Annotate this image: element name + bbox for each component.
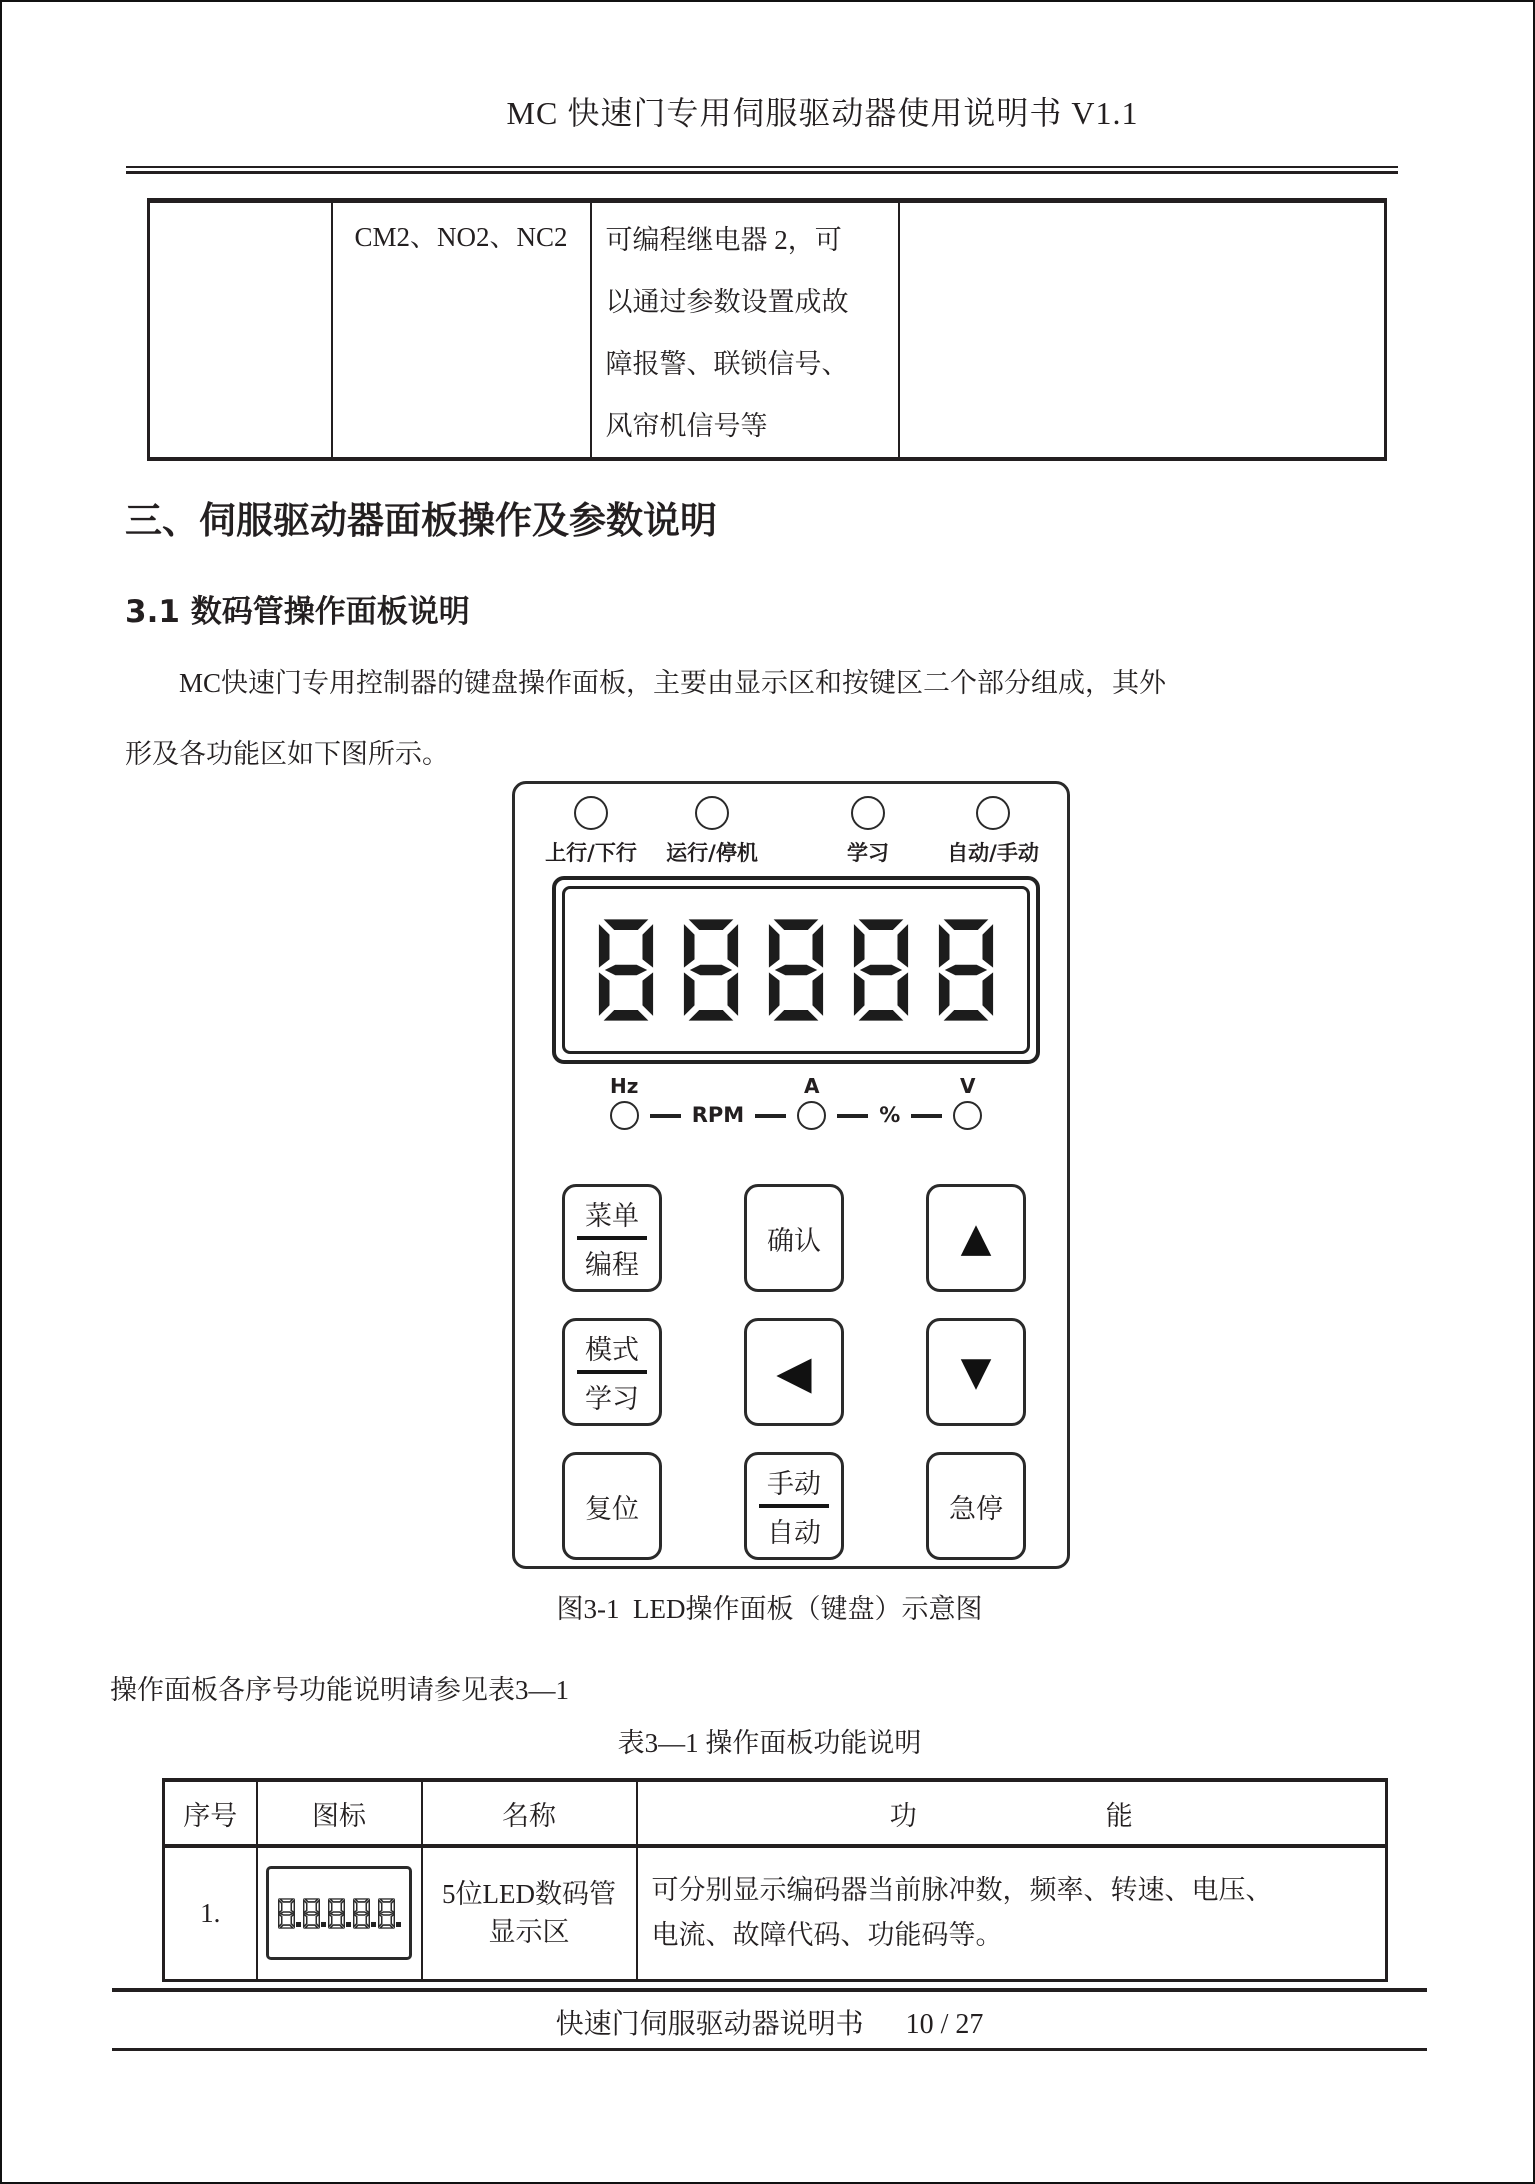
dash-line [911, 1114, 942, 1118]
footer-doc-name: 快速门伺服驱动器说明书 [555, 2009, 864, 2040]
table-header-row [164, 1780, 1387, 1846]
unit-led-icon [953, 1101, 982, 1130]
table-row [149, 201, 1386, 460]
page-title: MC 快速门专用伺服驱动器使用说明书 V1.1 [506, 95, 1139, 131]
button-divider [577, 1236, 647, 1240]
indicator-learn [806, 796, 930, 867]
button-label: 模式 [585, 1335, 639, 1366]
led-display [552, 876, 1040, 1064]
button-label: 学习 [585, 1384, 639, 1415]
top-table-cell-empty-left [149, 201, 332, 460]
column-header-name: 名称 [422, 1780, 637, 1846]
seven-segment-digit-icon [594, 917, 658, 1023]
mode-learn-button [562, 1318, 662, 1426]
unit-label: V [960, 1074, 976, 1098]
decimal-dot-icon [321, 1922, 326, 1927]
subsection-heading: 3.1 数码管操作面板说明 [125, 594, 470, 630]
led-display-digits [562, 886, 1030, 1054]
seven-segment-digit-icon [328, 1898, 345, 1929]
header-rule [126, 166, 1398, 174]
paragraph-line: MC快速门专用控制器的键盘操作面板，主要由显示区和按键区二个部分组成，其外 [179, 668, 1167, 698]
unit-led-icon [797, 1101, 826, 1130]
unit-percent: % [879, 1103, 901, 1127]
left-arrow-icon: ◀ [776, 1345, 812, 1399]
column-header-icon: 图标 [257, 1780, 422, 1846]
seven-segment-digit-icon [278, 1898, 295, 1929]
indicator-label: 学习 [847, 841, 889, 865]
seven-segment-digit-icon [849, 917, 913, 1023]
footer-rule [112, 2048, 1427, 2051]
keypad [562, 1184, 1026, 1560]
down-button [926, 1318, 1026, 1426]
seven-segment-digit-icon [303, 1898, 320, 1929]
seven-segment-digit-icon [378, 1898, 395, 1929]
footer-page-number: 10 / 27 [905, 2009, 984, 2040]
led-panel-figure [512, 781, 1070, 1569]
indicator-label: 上行/下行 [545, 841, 637, 865]
indicator-automanual [931, 796, 1055, 867]
table-title: 表3—1 操作面板功能说明 [617, 1728, 922, 1758]
indicator-led-icon [976, 796, 1010, 830]
left-button [744, 1318, 844, 1426]
indicator-runstop [650, 796, 774, 867]
confirm-button [744, 1184, 844, 1292]
column-header-function: 功 能 [637, 1780, 1387, 1846]
cell-row-number: 1. [164, 1846, 257, 1980]
reset-button [562, 1452, 662, 1560]
unit-v [953, 1074, 982, 1130]
digit-with-dot [278, 1898, 301, 1929]
decimal-dot-icon [396, 1922, 401, 1927]
button-label: 确认 [767, 1225, 821, 1257]
unit-label: Hz [610, 1074, 639, 1098]
decimal-dot-icon [296, 1922, 301, 1927]
paragraph-line: 形及各功能区如下图所示。 [125, 739, 449, 769]
dash-line [837, 1114, 868, 1118]
manual-auto-button [744, 1452, 844, 1560]
digit-with-dot [303, 1898, 326, 1929]
led-display-icon [266, 1866, 412, 1960]
button-label: 急停 [949, 1493, 1003, 1525]
unit-rpm: RPM [691, 1103, 745, 1127]
unit-a [797, 1074, 826, 1130]
button-label: 复位 [585, 1493, 639, 1525]
unit-led-icon [610, 1101, 639, 1130]
digit-with-dot [328, 1898, 351, 1929]
intro-paragraph [125, 648, 1425, 790]
top-table-cell-description: 可编程继电器 2，可 以通过参数设置成故 障报警、联锁信号、 风帘机信号等 [591, 201, 899, 460]
indicator-led-icon [574, 796, 608, 830]
footer [2, 2002, 1535, 2042]
menu-program-button [562, 1184, 662, 1292]
seven-segment-digit-icon [679, 917, 743, 1023]
up-arrow-icon: ▲ [960, 1215, 992, 1261]
indicator-label: 运行/停机 [666, 841, 758, 865]
digit-with-dot [353, 1898, 376, 1929]
digit-with-dot [378, 1898, 401, 1929]
figure-caption: 图3-1 LED操作面板（键盘）示意图 [556, 1594, 983, 1624]
column-header-no: 序号 [164, 1780, 257, 1846]
top-table [147, 198, 1387, 461]
seven-segment-digit-icon [764, 917, 828, 1023]
up-button [926, 1184, 1026, 1292]
seven-segment-digit-icon [353, 1898, 370, 1929]
cell-name: 5位LED数码管 显示区 [422, 1846, 637, 1980]
button-label: 编程 [585, 1250, 639, 1281]
decimal-dot-icon [346, 1922, 351, 1927]
button-label: 菜单 [585, 1201, 639, 1232]
footer-rule [112, 1988, 1427, 1992]
button-label: 手动 [767, 1469, 821, 1500]
dash-line [650, 1114, 681, 1118]
dash-line [755, 1114, 786, 1118]
indicator-label: 自动/手动 [947, 841, 1039, 865]
reference-text: 操作面板各序号功能说明请参见表3—1 [110, 1675, 569, 1705]
section-heading: 三、伺服驱动器面板操作及参数说明 [125, 499, 717, 542]
unit-hz [610, 1074, 639, 1130]
indicator-updown [529, 796, 653, 867]
decimal-dot-icon [371, 1922, 376, 1927]
table-row [164, 1846, 1387, 1980]
units-row [552, 1074, 1040, 1130]
cell-function: 可分别显示编码器当前脉冲数，频率、转速、电压、 电流、故障代码、功能码等。 [637, 1846, 1387, 1980]
unit-label: A [803, 1074, 820, 1098]
top-table-cell-terminals: CM2、NO2、NC2 [332, 201, 591, 460]
estop-button [926, 1452, 1026, 1560]
cell-icon [257, 1846, 422, 1980]
down-arrow-icon: ▼ [960, 1349, 992, 1395]
seven-segment-digit-icon [934, 917, 998, 1023]
button-divider [759, 1504, 829, 1508]
function-table [162, 1778, 1388, 1982]
indicator-led-icon [851, 796, 885, 830]
button-label: 自动 [767, 1518, 821, 1549]
top-table-cell-empty-right [899, 201, 1386, 460]
indicator-led-icon [695, 796, 729, 830]
button-divider [577, 1370, 647, 1374]
